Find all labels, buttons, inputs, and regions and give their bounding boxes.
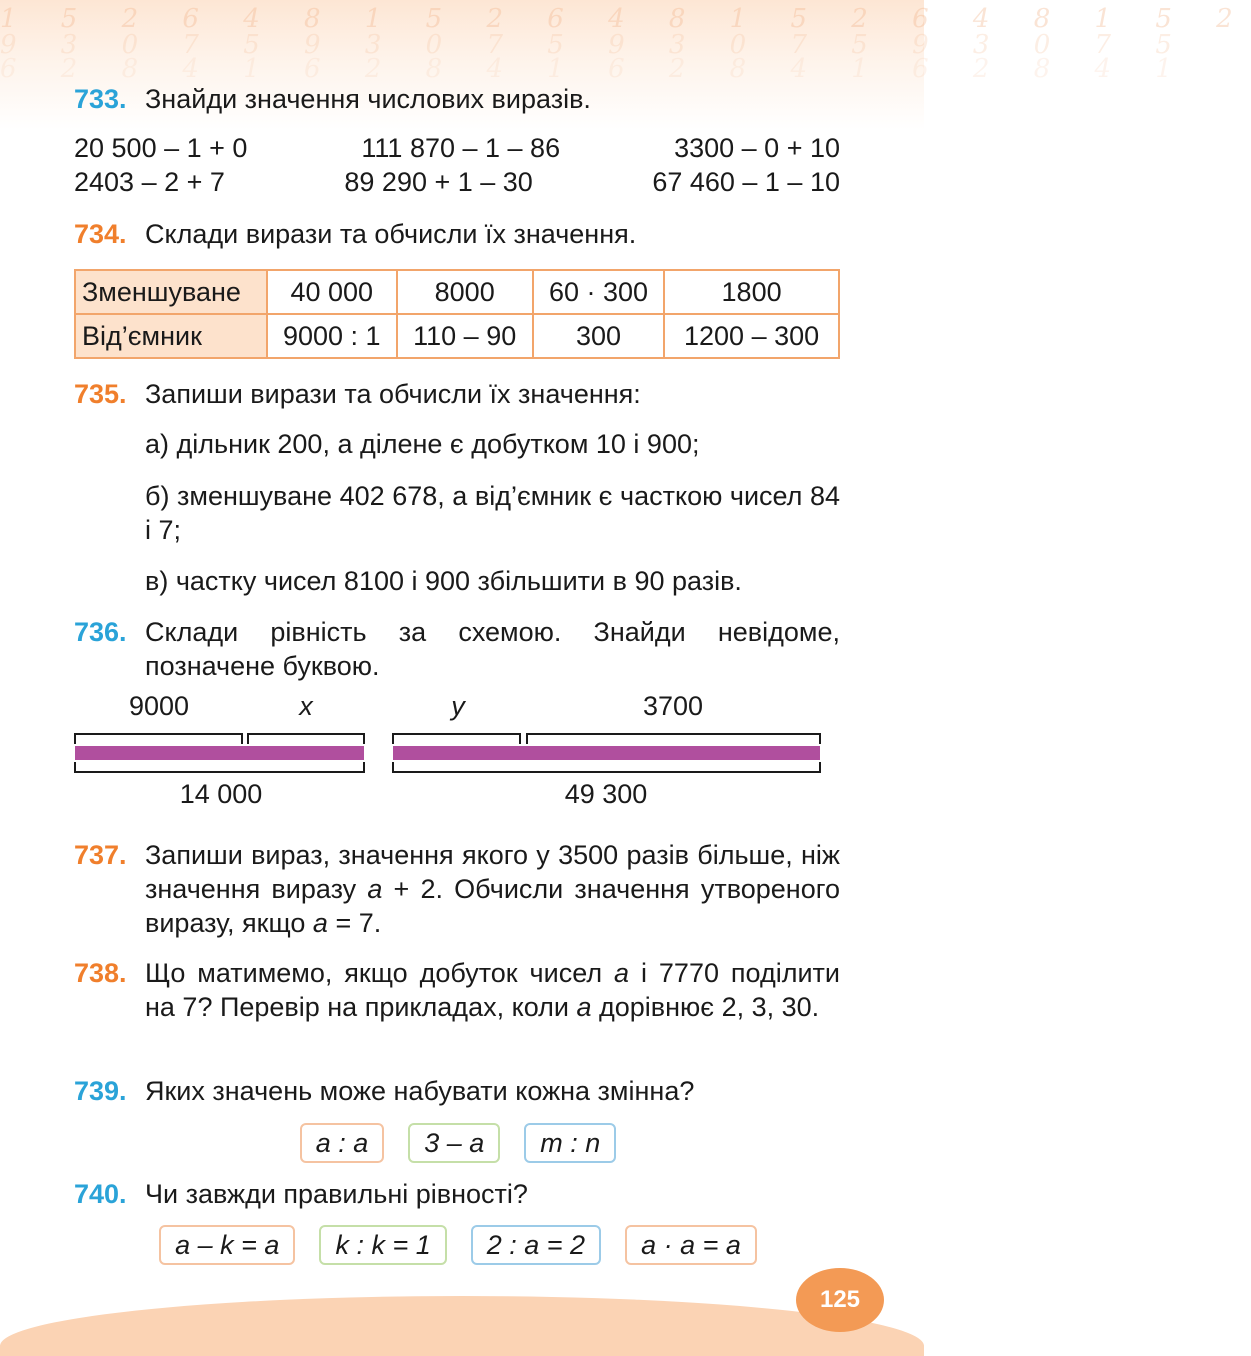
exercise-737: [74, 838, 840, 940]
exercise-number: 737.: [74, 840, 127, 870]
exercise-text: Склади вирази та обчисли їх значення.: [145, 219, 637, 249]
exercise-text: Чи завжди правильні рівності?: [145, 1179, 528, 1209]
scheme1-total-brace: [75, 762, 364, 772]
exercise-number: 736.: [74, 617, 127, 647]
equality-box: a – k = a: [159, 1225, 295, 1265]
decorative-footer-band: [0, 1296, 924, 1356]
exercise-740: [74, 1177, 840, 1211]
text-part: дорівнює 2, 3, 30.: [591, 992, 820, 1022]
equality-box: k : k = 1: [319, 1225, 446, 1265]
exercise-734: [74, 217, 840, 251]
exercise-733: [74, 82, 840, 116]
table-cell: 1200 – 300: [664, 314, 839, 358]
row-header-subtrahend: Від’ємник: [75, 314, 267, 358]
row-header-minuend: Зменшуване: [75, 270, 267, 314]
equality-boxes-740: [0, 1225, 920, 1265]
exercise-text: [145, 956, 840, 1024]
expression: 111 870 – 1 – 86: [361, 133, 561, 163]
expression: 67 460 – 1 – 10: [652, 167, 840, 197]
table-cell: 60 · 300: [533, 270, 664, 314]
text-part: + 2. Обчисли значення утвореного виразу, якщо: [145, 874, 840, 938]
scheme2-total-brace: [393, 762, 820, 772]
table-cell: 8000: [397, 270, 533, 314]
exercise-text: [145, 838, 840, 940]
equality-box: 2 : a = 2: [471, 1225, 601, 1265]
expression: 20 500 – 1 + 0: [74, 133, 248, 163]
scheme1-bar: [75, 746, 364, 760]
exercise-number: 739.: [74, 1076, 127, 1106]
expression-row-2: [74, 165, 840, 199]
table-cell: 9000 : 1: [267, 314, 397, 358]
variable-boxes-739: [0, 1123, 920, 1163]
exercise-text: Запиши вирази та обчисли їх значення:: [145, 379, 641, 409]
decorative-digits: 6 2 8 4 1 6 2 8 4 1 6 2 8 4 1 6 2 8 4 1: [0, 54, 1190, 84]
subtraction-table: [74, 269, 840, 359]
expression-box: a : a: [300, 1123, 385, 1163]
table-cell: 110 – 90: [397, 314, 533, 358]
scheme2-part2-brace: [527, 734, 820, 744]
exercise-735: [74, 377, 840, 411]
text-part: Запиши вираз, значення якого у 3500 разів більше, ніж значення виразу: [145, 840, 840, 904]
exercise-736: [74, 615, 840, 683]
variable: a: [576, 992, 592, 1022]
scheme2-part1-brace: [393, 734, 520, 744]
expression-box: m : n: [524, 1123, 616, 1163]
text-part: Що матимемо, якщо добуток чисел: [145, 958, 615, 988]
exercise-number: 733.: [74, 84, 127, 114]
exercise-number: 740.: [74, 1179, 127, 1209]
decorative-digits: 9 3 0 7 5 9 3 0 7 5 9 3 0 7 5 9 3 0 7 5: [0, 30, 1190, 60]
expression-box: 3 – a: [408, 1123, 500, 1163]
expression: 89 290 + 1 – 30: [344, 167, 533, 197]
exercise-number: 735.: [74, 379, 127, 409]
subtask-b: б) зменшуване 402 678, а від’ємник є часткою чисел 84 і 7;: [145, 481, 840, 545]
expression: 3300 – 0 + 10: [674, 133, 840, 163]
subtask-c: в) частку чисел 8100 і 900 збільшити в 90 разів.: [145, 566, 742, 596]
page-number: 125: [796, 1268, 884, 1332]
exercise-number: 734.: [74, 219, 127, 249]
exercise-738: [74, 956, 840, 1024]
exercise-text: Знайди значення числових виразів.: [145, 84, 591, 114]
scheme2-part1-label: y: [451, 691, 465, 721]
scheme1-part1-label: 9000: [128, 691, 190, 721]
table-row: [75, 314, 839, 358]
scheme2-part2-label: 3700: [642, 691, 704, 721]
scheme2-bar: [393, 746, 820, 760]
exercise-text: Яких значень може набувати кожна змінна?: [145, 1076, 695, 1106]
subtask-a: а) дільник 200, а ділене є добутком 10 і 900;: [145, 429, 700, 459]
exercise-text: Склади рівність за схемою. Знайди невідоме, позначене буквою.: [145, 617, 840, 681]
text-part: і 7770 поділити на 7? Перевір на прикладах, коли: [145, 958, 840, 1022]
equality-box: a · a = a: [625, 1225, 757, 1265]
scheme2-total-label: 49 300: [564, 779, 648, 809]
table-cell: 40 000: [267, 270, 397, 314]
scheme1-part2-brace: [248, 734, 364, 744]
expression: 2403 – 2 + 7: [74, 167, 225, 197]
exercise-739: [74, 1074, 840, 1108]
expression-row-1: [74, 131, 840, 165]
exercise-number: 738.: [74, 958, 127, 988]
table-cell: 1800: [664, 270, 839, 314]
segment-scheme: [0, 720, 924, 780]
scheme1-total-label: 14 000: [179, 779, 263, 809]
scheme1-part1-brace: [75, 734, 242, 744]
scheme1-part2-label: x: [299, 691, 313, 721]
variable: a: [367, 874, 383, 904]
table-cell: 300: [533, 314, 664, 358]
text-part: = 7.: [327, 908, 382, 938]
table-row: [75, 270, 839, 314]
variable: a: [312, 908, 328, 938]
variable: a: [614, 958, 630, 988]
decorative-digits: 1 5 2 6 4 8 1 5 2 6 4 8 1 5 2 6 4 8 1 5 2: [0, 4, 1251, 34]
